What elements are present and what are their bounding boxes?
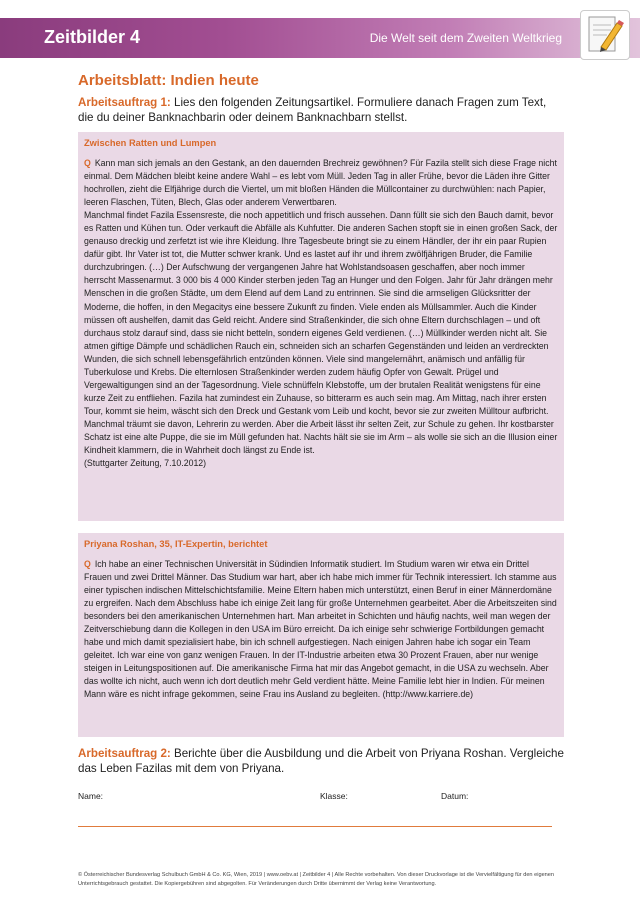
article-box-1	[78, 132, 564, 521]
divider-line	[78, 826, 552, 827]
page-title: Arbeitsblatt: Indien heute	[78, 72, 259, 89]
pencil-paper-icon-graphic	[581, 11, 629, 59]
article-1-body	[84, 157, 558, 470]
copyright-footer: © Österreichischer Bundesverlag Schulbuch GmbH & Co. KG, Wien, 2019 | www.oebv.at | Zeitbilder 4 | Alle Rechte vorbehalten. Von dieser Druckvorlage ist die Vervielfältigung für den eigenen Unterrichtsgebrauch gestattet. Die Kopiergebühren sind abgegolten. Für Veränderungen durch Dritte übernimmt der Verlag keine Verantwortung.	[78, 872, 555, 887]
pencil-paper-icon	[580, 10, 630, 60]
student-info-row	[78, 791, 564, 805]
article-1-paragraph-1	[84, 157, 558, 209]
task-2-label: Arbeitsauftrag 2:	[78, 747, 171, 760]
book-title: Zeitbilder 4	[44, 27, 141, 47]
task-2-text: Berichte über die Ausbildung und die Arbeit von Priyana Roshan. Vergleiche das Leben Fazilas mit dem von Priyana.	[78, 747, 564, 775]
task-1-text: Lies den folgenden Zeitungsartikel. Formuliere danach Fragen zum Text, die du deiner Banknachbarin oder deinem Banknachbarn stellst.	[78, 96, 547, 124]
article-1-paragraph-2: Manchmal findet Fazila Essensreste, die noch appetitlich und frisch aussehen. Dann füllt sie sich den Bauch damit, bevor es Ratten und Kühen tun. Oder verkauft die Abfälle als Kuhfutter. Die anderen Sachen stopft sie in einen großen Sack, der genauso dreckig und zerfetzt ist wie ihre Kleidung. Ihre Tagesbeute bringt sie zu einem Händler, der ihr ein paar Rupien dafür gibt. Ihr Vater ist tot, die Mutter schwer krank. Und es lastet auf ihr und ihrem zwölfjährigen Bruder, die Familie durchzubringen. (…) Der Aufschwung der vergangenen Jahre hat Wohlstandsoasen geschaffen, aber noch immer herrscht Massenarmut. 3 000 bis 4 000 Kinder sterben jeden Tag an Hunger und den Folgen. Jahr für Jahr drängen mehr Menschen in die großen Städte, um dem Elend auf dem Land zu entrinnen. Sie sind die armseligen Glücksritter der Moderne, die hoffen, in den Megacitys eine bessere Zukunft zu finden. Viele enden als Müllsammler. Auch die Kinder müssen oft aushelfen, damit das Geld reicht. Andere sind Straßenkinder, die sich ohne Eltern durchschlagen – und oft durchaus stolz darauf sind, dass sie nicht betteln, sondern eigenes Geld verdienen. (…) Müllkinder werden nicht alt. Sie atmen giftige Dämpfe und schädlichen Rauch ein, schneiden sich an scharfen Gegenständen und leiden an verdreckten Wunden, die sich schnell lebensgefährlich entzünden können. Viele sind mangelernährt, anämisch und anfällig für Tuberkulose und Krebs. Die elternlosen Straßenkinder werden zudem häufig Opfer von Gewalt. Prügel und Vergewaltigungen sind an der Tagesordnung. Viele schnüffeln Klebstoffe, um der brutalen Realität wenigstens für eine kurze Zeit zu entfliehen. Fazila hat zumindest ein Zuhause, so bitterarm es auch sein mag. Am Mittag, nach ihrer ersten Tour, kommt sie heim, wäscht sich den Dreck und Gestank vom Leib und kocht, bevor sie zur zweiten Mülltour aufbricht. Manchmal träumt sie davon, Lehrerin zu werden. Aber die Arbeit lässt ihr selten Zeit, zur Schule zu gehen. Ihr kostbarster Schatz ist eine alte Puppe, die sie im Müll gefunden hat. Nachts hält sie sie im Arm – als wolle sie sich an die Illusion einer Kindheit klammern, die in Wahrheit doch längst zu Ende ist.	[84, 210, 558, 456]
article-1-heading: Zwischen Ratten und Lumpen	[84, 138, 217, 148]
name-label: Name:	[78, 791, 104, 801]
task-2	[78, 746, 564, 776]
quote-marker: Q	[84, 158, 91, 168]
quote-marker: Q	[84, 559, 91, 569]
date-label: Datum:	[441, 791, 469, 801]
task-1	[78, 95, 564, 125]
series-title: Die Welt seit dem Zweiten Weltkrieg	[369, 31, 562, 45]
article-2-paragraph-1	[84, 558, 558, 702]
class-label: Klasse:	[320, 791, 348, 801]
article-2-paragraph-1-text: Ich habe an einer Technischen Universität in Südindien Informatik studiert. Im Studium waren wir etwa ein Drittel Frauen und zwei Drittel Männer. Das Studium war hart, aber ich habe mich immer für Technik interessiert. Ich stamme aus einer typischen indischen Mittelschichtsfamilie. Meine Eltern haben mich unterstützt, einen Beruf in einer Männerdomäne zu ergreifen. Nach dem Abschluss habe ich einige Zeit lang für große Unternehmen gearbeitet. Aber die Arbeitszeiten sind besonders bei den amerikanischen Unternehmen hart. Man arbeitet in Schichten und häufig nachts, weil man wegen der Zeitverschiebung dann die Kollegen in den USA im Büro erreicht. Da ich einige sehr schwierige Fortbildungen gemacht habe und mich damit spezialisiert habe, bin ich schnell aufgestiegen. Nach einigen Jahren habe ich sogar ein Team geleitet. Ich war eine von ganz wenigen Frauen. In der IT-Industrie arbeiten etwa 30 Prozent Frauen, aber nur wenige steigen in Leitungspositionen auf. Die amerikanische Firma hat mir das Angebot gemacht, in die USA zu wechseln. Aber das wollte ich nicht, auch wenn ich dort deutlich mehr Geld verdient hätte. Meine Familie lebt hier in Indien. Für meinen Mann wäre es nicht infrage gekommen, seine Frau ins Ausland zu begleiten. (http://www.karriere.de)	[84, 559, 557, 700]
header-band	[0, 18, 640, 58]
article-1-paragraph-1-text: Kann man sich jemals an den Gestank, an den dauernden Brechreiz gewöhnen? Für Fazila stellt sich diese Frage nicht einmal. Dem Mädchen bleibt keine andere Wahl – es lebt vom Müll. Jeden Tag in aller Frühe, bevor die Läden ihre Gitter hochrollen, zieht die Elfjährige durch die Viertel, um mit bloßen Händen die Müllcontainer zu durchwühlen: nach Papier, leeren Flaschen, Tüten, Blech, Glas oder anderem Verwertbaren.	[84, 158, 557, 208]
article-2-heading: Priyana Roshan, 35, IT-Expertin, berichtet	[84, 539, 268, 549]
article-2-body	[84, 558, 558, 702]
task-1-label: Arbeitsauftrag 1:	[78, 96, 171, 109]
article-1-source: (Stuttgarter Zeitung, 7.10.2012)	[84, 458, 207, 469]
article-box-2	[78, 533, 564, 737]
